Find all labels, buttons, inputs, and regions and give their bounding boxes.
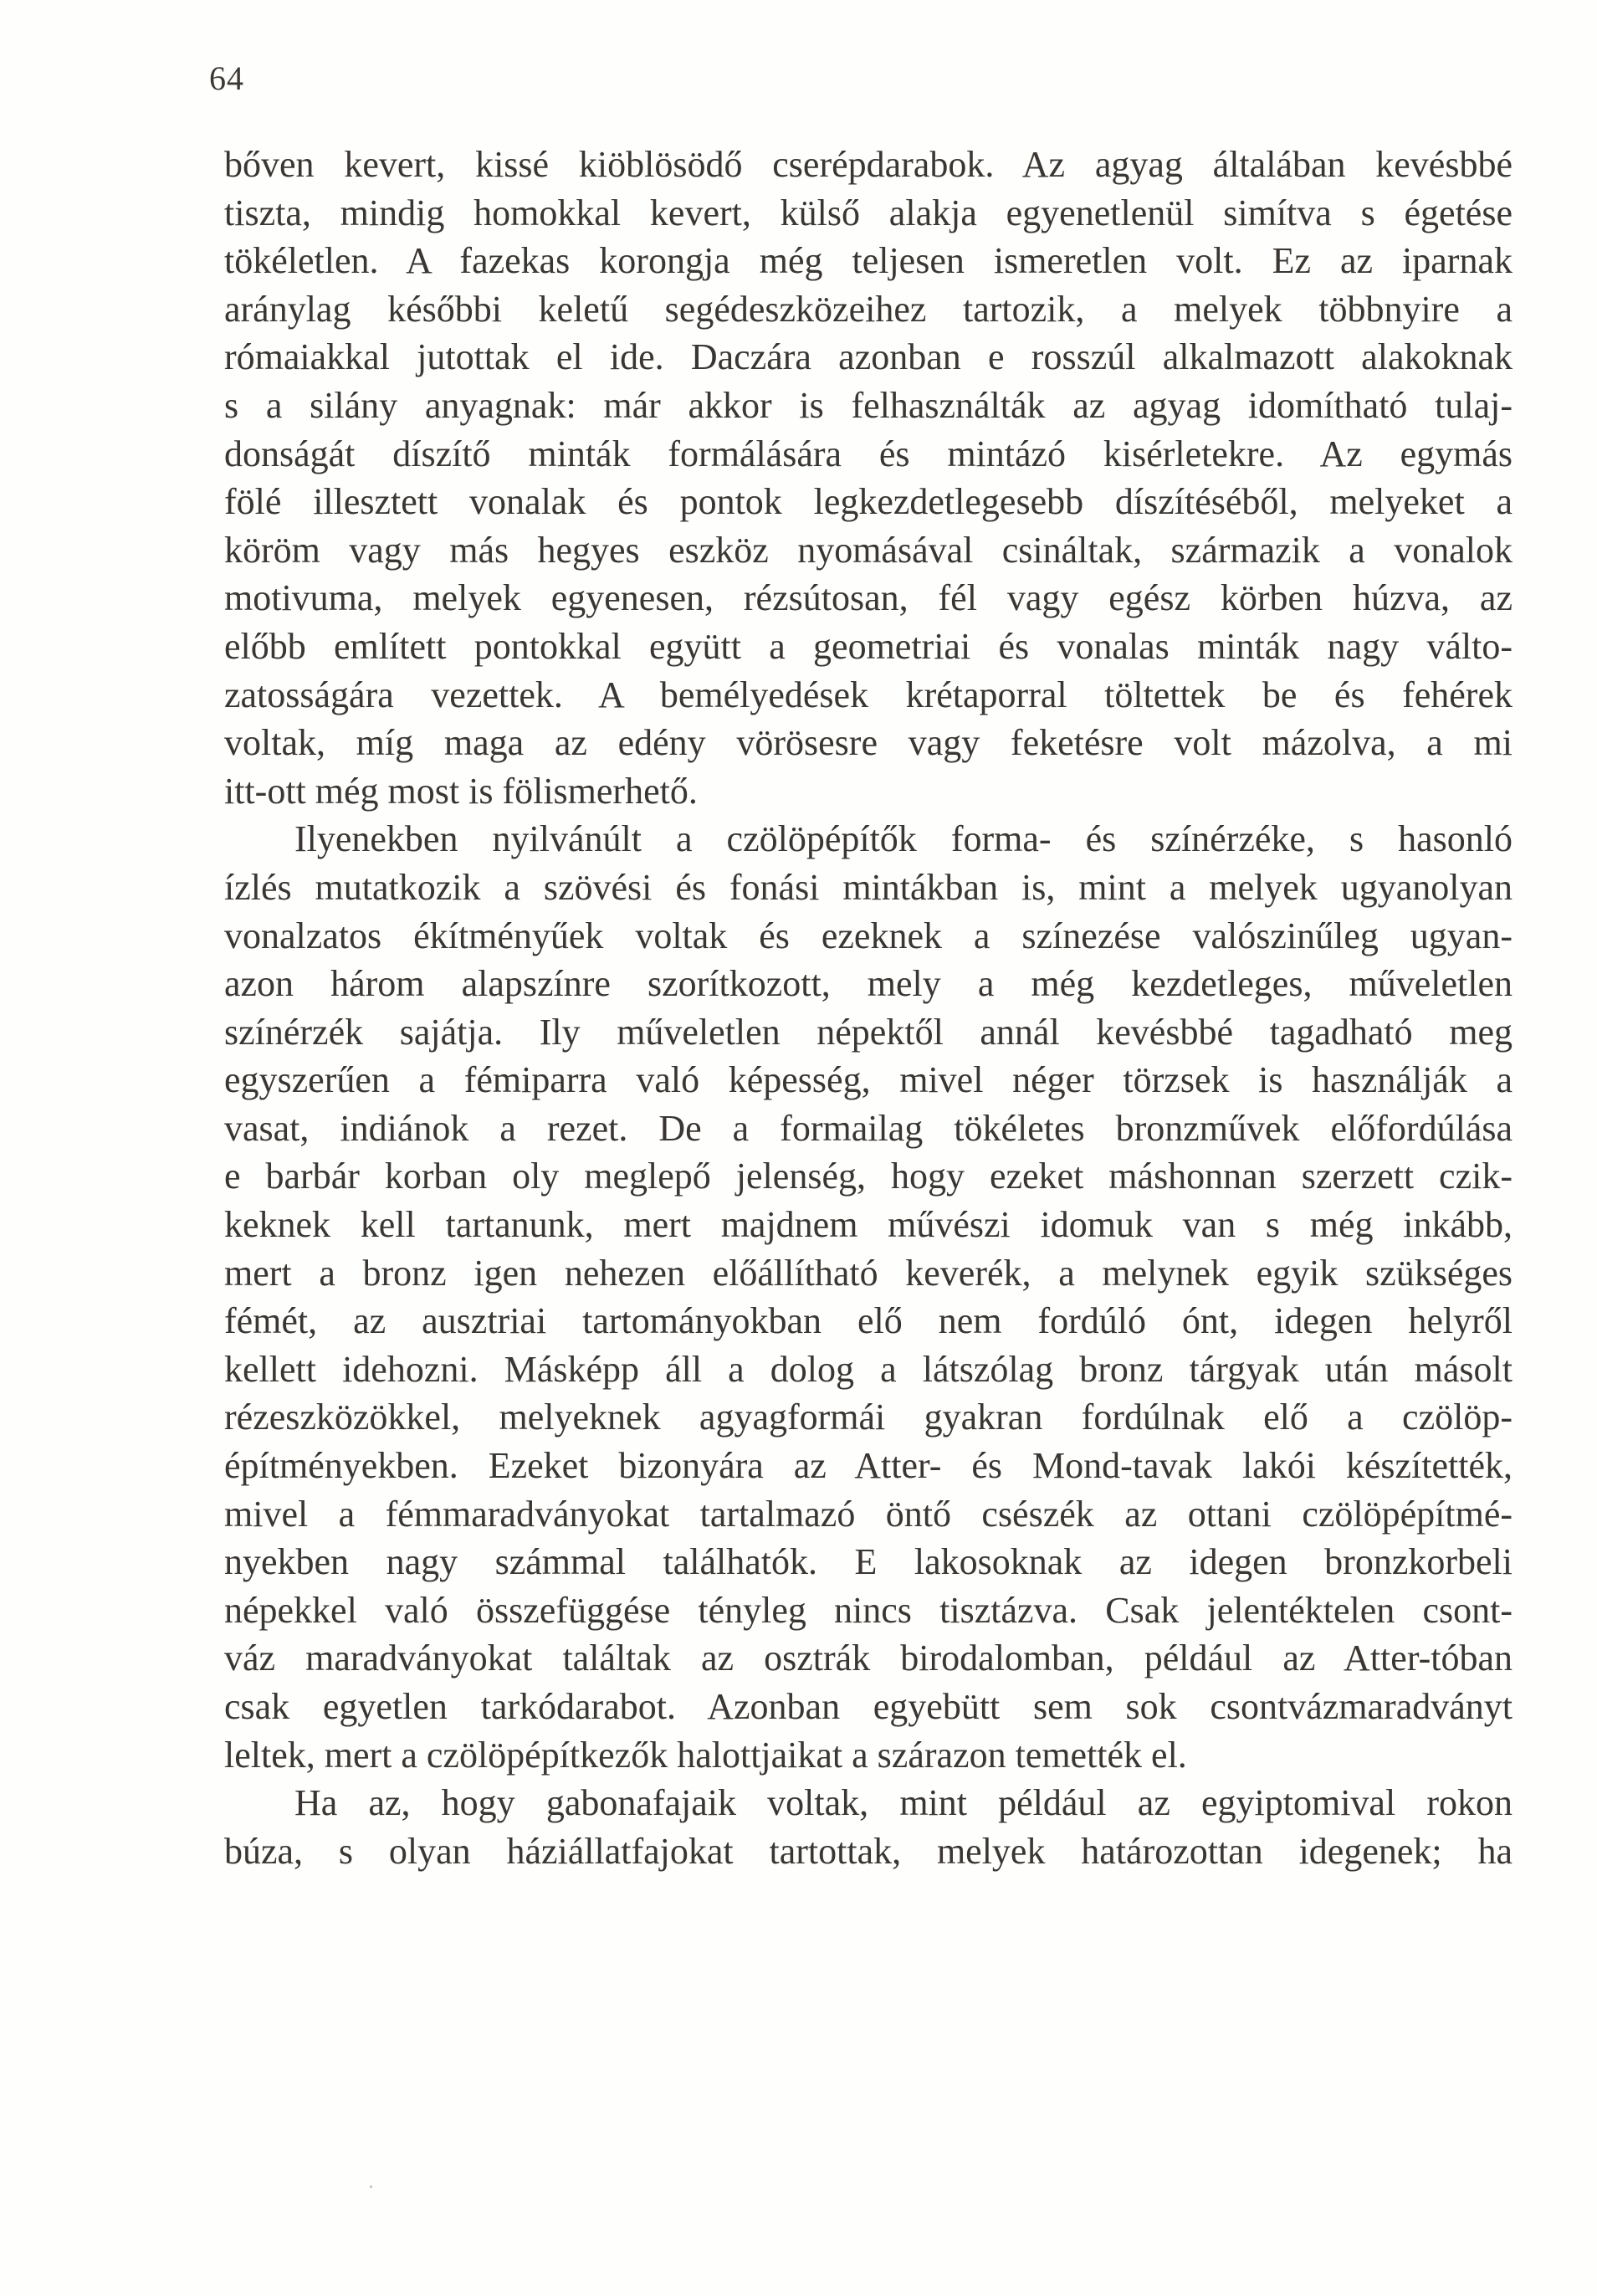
text-line: voltak, míg maga az edény vörösesre vagy feketésre volt mázolva, a mi bbox=[224, 722, 1513, 764]
text-line: nyekben nagy számmal találhatók. E lakosoknak az idegen bronzkorbeli bbox=[224, 1541, 1513, 1583]
text-line: donságát díszítő minták formálására és mintázó kisérletekre. Az egymás bbox=[224, 433, 1513, 474]
text-line: Ilyenekben nyilvánúlt a czölöpépítők forma- és színérzéke, s hasonló bbox=[294, 818, 1513, 860]
text-line: váz maradványokat találtak az osztrák birodalomban, például az Atter-tóban bbox=[224, 1637, 1513, 1679]
text-line: e barbár korban oly meglepő jelenség, hogy ezeket máshonnan szerzett czik- bbox=[224, 1156, 1513, 1197]
paragraph bbox=[224, 1779, 1513, 1875]
text-line: rézeszközökkel, melyeknek agyagformái gyakran fordúlnak elő a czölöp- bbox=[224, 1397, 1513, 1438]
text-line: színérzék sajátja. Ily műveletlen népektől annál kevésbbé tagadható meg bbox=[224, 1011, 1513, 1053]
text-line: csak egyetlen tarkódarabot. Azonban egyebütt sem sok csontvázmaradványt bbox=[224, 1686, 1513, 1727]
text-line: építményekben. Ezeket bizonyára az Atter- és Mond-tavak lakói készítették, bbox=[224, 1445, 1513, 1487]
text-line: zatosságára vezettek. A bemélyedések krétaporral töltettek be és fehérek bbox=[224, 674, 1513, 715]
text-line: rómaiakkal jutottak el ide. Daczára azonban e rosszúl alkalmazott alakoknak bbox=[224, 336, 1513, 378]
text-line: aránylag későbbi keletű segédeszközeihez tartozik, a melyek többnyire a bbox=[224, 288, 1513, 330]
body-text bbox=[224, 141, 1513, 1875]
text-line: búza, s olyan háziállatfajokat tartottak, melyek határozottan idegenek; ha bbox=[224, 1830, 1513, 1872]
text-line: tiszta, mindig homokkal kevert, külső alakja egyenetlenül simítva s égetése bbox=[224, 192, 1513, 233]
paragraph bbox=[224, 141, 1513, 815]
text-line: s a silány anyagnak: már akkor is felhasználták az agyag idomítható tulaj- bbox=[224, 384, 1513, 426]
text-line: mivel a fémmaradványokat tartalmazó öntő csészék az ottani czölöpépítmé- bbox=[224, 1493, 1513, 1535]
text-line: vonalzatos ékítményűek voltak és ezeknek a színezése valószinűleg ugyan- bbox=[224, 915, 1513, 956]
text-line: itt-ott még most is fölismerhető. bbox=[224, 770, 698, 812]
text-line: bőven kevert, kissé kiöblösödő cserépdarabok. Az agyag általában kevésbbé bbox=[224, 144, 1513, 185]
text-line: egyszerűen a fémiparra való képesség, mivel néger törzsek is használják a bbox=[224, 1059, 1513, 1101]
text-line: vasat, indiánok a rezet. De a formailag tökéletes bronzművek előfordúlása bbox=[224, 1107, 1513, 1149]
text-line: ízlés mutatkozik a szövési és fonási mintákban is, mint a melyek ugyanolyan bbox=[224, 866, 1513, 908]
text-line: tökéletlen. A fazekas korongja még teljesen ismeretlen volt. Ez az iparnak bbox=[224, 240, 1513, 282]
text-line: fémét, az ausztriai tartományokban elő nem fordúló ónt, idegen helyről bbox=[224, 1300, 1513, 1342]
page-number: 64 bbox=[209, 59, 244, 97]
text-line: mert a bronz igen nehezen előállítható keverék, a melynek egyik szükséges bbox=[224, 1252, 1513, 1294]
text-line: azon három alapszínre szorítkozott, mely a még kezdetleges, műveletlen bbox=[224, 963, 1513, 1005]
paper-speck bbox=[370, 2186, 372, 2188]
text-line: fölé illesztett vonalak és pontok legkezdetlegesebb díszítéséből, melyeket a bbox=[224, 481, 1513, 523]
text-line: előbb említett pontokkal együtt a geometriai és vonalas minták nagy válto- bbox=[224, 625, 1513, 667]
text-line: kellett idehozni. Másképp áll a dolog a látszólag bronz tárgyak után másolt bbox=[224, 1348, 1513, 1390]
paragraph bbox=[224, 815, 1513, 1779]
text-line: népekkel való összefüggése tényleg nincs tisztázva. Csak jelentéktelen csont- bbox=[224, 1589, 1513, 1631]
text-line: keknek kell tartanunk, mert majdnem művészi idomuk van s még inkább, bbox=[224, 1204, 1513, 1246]
text-line: motivuma, melyek egyenesen, rézsútosan, fél vagy egész körben húzva, az bbox=[224, 577, 1513, 619]
text-line: leltek, mert a czölöpépítkezők halottjaikat a szárazon temették el. bbox=[224, 1734, 1187, 1776]
text-line: Ha az, hogy gabonafajaik voltak, mint például az egyiptomival rokon bbox=[294, 1782, 1513, 1824]
text-line: köröm vagy más hegyes eszköz nyomásával csináltak, származik a vonalok bbox=[224, 529, 1513, 571]
